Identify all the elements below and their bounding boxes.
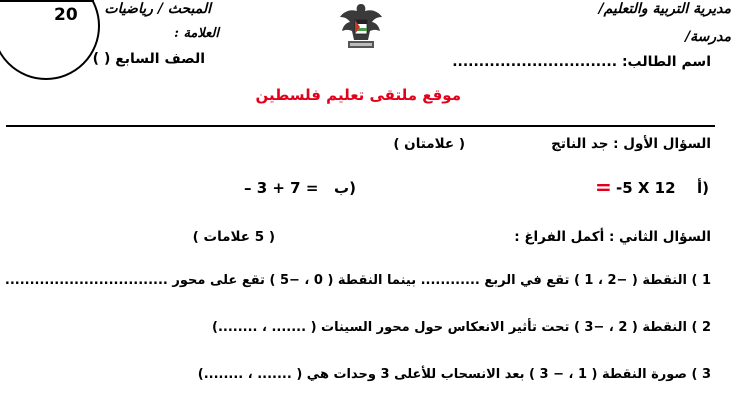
header-separator (6, 125, 715, 127)
student-name-field: اسم الطالب: ............................... (452, 54, 711, 70)
q2-marks: ( 5 علامات ) (192, 229, 275, 245)
q2-item-1: 1 ) النقطة ( −2 ، 1 ) تقع في الربع ............ بينما النقطة ( 0 ، −5 ) تقع على محور ................................. (4, 273, 711, 288)
score-total: 20 (54, 5, 78, 25)
class-label: الصف السابع ( ) (92, 51, 205, 67)
subject-label: المبحث / رياضيات (104, 1, 211, 17)
q2-title: السؤال الثاني : أكمل الفراغ : (514, 229, 711, 245)
q1-part-b-label: ب) (334, 179, 356, 197)
score-circle (0, 0, 100, 80)
grade-label: العلامة : (174, 26, 219, 41)
q1-title: السؤال الأول : جد الناتج (551, 136, 711, 152)
school-label: مدرسة/ (685, 29, 731, 45)
q2-item-2: 2 ) النقطة ( 2 ، −3 ) تحت تأثير الانعكاس حول محور السينات ( ....... ، ........) (212, 320, 711, 335)
q1-part-a-label: أ) (697, 179, 710, 197)
q1-part-b-expression: – 3 + 7 = (244, 179, 319, 197)
q1-part-a-expression: -5 X 12 (616, 179, 676, 197)
site-title: موقع ملتقى تعليم فلسطين (255, 86, 461, 104)
directorate-label: مديرية التربية والتعليم/ (598, 1, 731, 17)
q2-item-3: 3 ) صورة النقطة ( 1 ، − 3 ) بعد الانسحاب للأعلى 3 وحدات هي ( ....... ، ........) (197, 367, 711, 382)
score-divider (0, 0, 94, 2)
palestine-eagle-emblem-icon (336, 0, 386, 52)
q1-marks: ( علامتان ) (393, 136, 465, 152)
q1-part-a-equals: = (595, 175, 612, 199)
